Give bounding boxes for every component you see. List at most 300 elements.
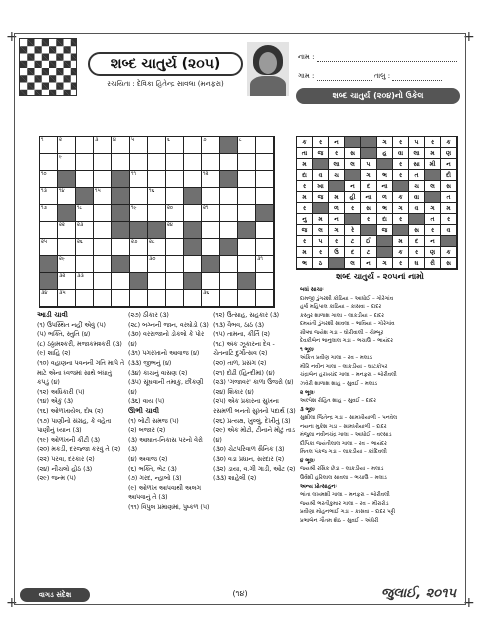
clue-item: (૨૬) પ્રત્યક્ષ, ખુલ્લું, દેખીતું (૩) xyxy=(213,417,291,425)
winners-group-heading: બધાં સાચાઃ xyxy=(300,287,324,293)
winners-group-heading: ૨ ભૂલઃ xyxy=(300,389,315,396)
clues-column-3 xyxy=(213,311,297,484)
clue-number: ૫ xyxy=(131,137,135,143)
village-label: ગામ : xyxy=(298,72,315,80)
grid-cell[interactable] xyxy=(184,137,202,154)
answer-cell: ક xyxy=(393,247,409,258)
clue-item: (૨૫) એક પ્રકારના સુખના રસમળી બનતો સુખનો પદાર્થ (૩) xyxy=(213,398,296,415)
grid-cell[interactable] xyxy=(256,188,274,205)
winner-entry: મિતલ પંકજ ગડા – લાકડીયા – કાંદિવલી xyxy=(300,449,387,456)
grid-cell[interactable] xyxy=(76,154,94,171)
answer-cell: ર xyxy=(297,203,313,214)
answer-cell: સા xyxy=(409,159,425,170)
grid-cell[interactable] xyxy=(202,205,220,222)
grid-cell[interactable] xyxy=(58,222,76,239)
grid-cell[interactable] xyxy=(58,290,76,307)
answer-cell: ગ xyxy=(329,225,345,236)
grid-cell[interactable] xyxy=(238,205,256,222)
answer-block xyxy=(345,137,361,148)
clue-number: ૬ xyxy=(167,137,170,143)
clue-item: (૨૩) 'ગજાવર' કાળા ઉજરો (૪) xyxy=(213,379,294,387)
answer-cell: સ xyxy=(361,203,377,214)
grid-cell[interactable] xyxy=(148,171,166,188)
answer-cell: ર xyxy=(345,203,361,214)
grid-cell[interactable] xyxy=(238,171,256,188)
answer-cell: ક xyxy=(393,192,409,203)
answer-cell: ક xyxy=(441,247,457,258)
village-field[interactable] xyxy=(298,72,442,81)
clue-number: ૭ xyxy=(203,137,207,143)
answer-block xyxy=(393,181,409,192)
clue-number: ૩૩ xyxy=(77,273,84,279)
clue-item: (૩૦) વડા પ્રધાન, સરદાર (૨) xyxy=(213,455,285,463)
clue-number: ૨ xyxy=(59,137,62,143)
grid-cell[interactable] xyxy=(256,256,274,273)
grid-cell[interactable] xyxy=(76,273,94,290)
clue-item: (૧૫) તામના, કીર્તિ (૨) xyxy=(213,331,270,339)
grid-cell[interactable] xyxy=(148,205,166,222)
clue-item: (૨૯) જન્મ (૫) xyxy=(37,475,76,483)
winners-list xyxy=(300,286,462,525)
grid-cell[interactable] xyxy=(184,154,202,171)
grid-cell[interactable] xyxy=(238,239,256,256)
answer-cell: ણ xyxy=(425,247,441,258)
grid-block xyxy=(184,222,202,239)
grid-cell[interactable] xyxy=(130,239,148,256)
clue-item: (૨૪) શિકાર (૪) xyxy=(213,388,254,396)
name-field[interactable] xyxy=(298,53,457,62)
grid-cell[interactable] xyxy=(220,188,238,205)
answer-cell: ર xyxy=(361,214,377,225)
grid-cell[interactable] xyxy=(94,154,112,171)
grid-cell[interactable] xyxy=(130,188,148,205)
answer-cell: વા xyxy=(409,192,425,203)
answer-cell: મી xyxy=(425,159,441,170)
grid-cell[interactable] xyxy=(76,222,94,239)
winner-entry: ભાંતા લખમશી ગાલા – મનફરા – બોરીવલી xyxy=(300,492,390,499)
answer-cell: મ xyxy=(393,236,409,247)
grid-cell[interactable] xyxy=(40,222,58,239)
clue-item: (૨૧) દોઢી (હિન્દીમાં) (૪) xyxy=(213,369,275,377)
clue-item: (૩૦) ચેટપરિવાળ સૈનિક (૩) xyxy=(213,446,285,454)
answer-title: શબ્દ ચાતુર્ય (૨૦૪)નો ઉકેલ xyxy=(296,88,460,104)
clue-number: ૧૫ xyxy=(95,188,101,194)
winner-entry: કસ્તુર શાળાશ ગાલા – લાકડીયા – દાદર xyxy=(300,312,384,319)
grid-cell[interactable] xyxy=(94,171,112,188)
registration-mark-bottom-right: + xyxy=(463,595,475,611)
grid-cell[interactable] xyxy=(130,171,148,188)
grid-block xyxy=(184,273,202,290)
clue-number: ૧૪ xyxy=(59,188,65,194)
grid-block xyxy=(112,205,130,222)
grid-cell[interactable] xyxy=(166,205,184,222)
answer-cell: ના xyxy=(377,181,393,192)
clue-item: (૨) બજાર (૨) xyxy=(128,427,166,435)
clue-item: (૧૬) ઓળખાયેલ, દોષ (૨) xyxy=(37,407,104,415)
grid-cell[interactable] xyxy=(202,188,220,205)
page-number: (૧૪) xyxy=(232,589,248,598)
answer-cell: ર xyxy=(313,137,329,148)
answer-cell: રે xyxy=(345,225,361,236)
grid-cell[interactable] xyxy=(202,137,220,154)
clue-item: (૧૦) વહાણના પવનની ગતિ માપે તે માટે એના ધ્વજમાં સાથે બંધાતું કપડું (૪) xyxy=(37,359,125,387)
grid-cell[interactable] xyxy=(166,171,184,188)
clue-number: ૩૦ xyxy=(149,256,156,262)
winner-entry: સુશીલા જિતેન્દ્ર ગડા – સામખીયાળી – પનવેલ xyxy=(300,415,398,422)
grid-cell[interactable] xyxy=(94,290,112,307)
grid-cell[interactable] xyxy=(76,205,94,222)
answer-cell: ર xyxy=(441,214,457,225)
grid-block xyxy=(238,222,256,239)
grid-cell[interactable] xyxy=(184,290,202,307)
registration-mark-bottom-left: + xyxy=(6,595,18,611)
winner-entry: નયના મુકેશ ગડા – સામખીયાળી – દાદર xyxy=(300,423,387,430)
grid-block xyxy=(58,171,76,188)
answer-cell: લા xyxy=(409,148,425,159)
clue-item: (૧૩) વૈભવ, ઠાઠ (૩) xyxy=(213,321,265,329)
grid-cell[interactable] xyxy=(40,171,58,188)
answer-cell: પ xyxy=(361,159,377,170)
clue-item: (૩૩) શાહેલી (૨) xyxy=(213,475,257,483)
clue-number: ૧૮ xyxy=(77,205,83,211)
grid-cell[interactable] xyxy=(220,205,238,222)
clue-number: ૧૬ xyxy=(149,188,155,194)
grid-block xyxy=(112,188,130,205)
winner-entry: પ્રભાબેન ગૌતમ શેઠ – સુવઈ – અંધેરી xyxy=(300,517,379,524)
winner-entry: અંકિત પ્રવીણ ગાલા – રવ – મલાડ xyxy=(300,355,373,362)
clue-item: (૩૬) વાય (૫) xyxy=(128,398,165,406)
answer-grid xyxy=(296,136,458,270)
answer-cell: ણ xyxy=(441,148,457,159)
clue-item: (૯) શાહિ (૨) xyxy=(37,350,71,358)
grid-cell[interactable] xyxy=(148,154,166,171)
clue-number: ૩૫ xyxy=(59,290,66,296)
answer-cell: ર xyxy=(393,258,409,269)
grid-cell[interactable] xyxy=(58,256,76,273)
grid-cell[interactable] xyxy=(166,290,184,307)
answer-cell: વા xyxy=(393,148,409,159)
answer-cell: લા xyxy=(329,159,345,170)
clue-item: (૪) અવાજ (૨) xyxy=(128,455,168,463)
answer-cell: ત xyxy=(441,192,457,203)
answer-cell: લ xyxy=(345,258,361,269)
answer-cell: સ xyxy=(345,148,361,159)
answer-cell: ઈ xyxy=(361,236,377,247)
clue-number: ૨૨ xyxy=(59,222,65,228)
clue-number: ૧૧ xyxy=(131,171,136,177)
grid-cell[interactable] xyxy=(202,239,220,256)
grid-cell[interactable] xyxy=(58,239,76,256)
grid-cell[interactable] xyxy=(76,171,94,188)
grid-cell[interactable] xyxy=(220,290,238,307)
grid-cell[interactable] xyxy=(166,188,184,205)
winner-entry: દમયંતી ડુંગરશી સાવલા – ભાવિયા – ગોરેગાંવ xyxy=(300,321,395,328)
winner-entry: ઉર્વશી હરિલાલ સાવલા – ભચાઉ – મલાડ xyxy=(300,475,387,482)
grid-cell[interactable] xyxy=(256,222,274,239)
grid-cell[interactable] xyxy=(238,256,256,273)
clue-number: ૨૫ xyxy=(41,239,48,245)
grid-cell[interactable] xyxy=(58,273,76,290)
grid-cell[interactable] xyxy=(112,137,130,154)
clue-number: ૨૪ xyxy=(167,222,174,228)
answer-cell: ર xyxy=(297,181,313,192)
answer-cell: દા xyxy=(297,170,313,181)
answer-cell: ચ xyxy=(329,170,345,181)
clue-item: (૫) ભક્તિ, સ્તુતિ (૪) xyxy=(37,331,91,339)
clue-item: (૩૦) વરરાજાનો ડોકલો કે પોર (૪) xyxy=(128,331,205,348)
grid-block xyxy=(130,222,148,239)
clue-item: (૧૯) ઓળખની કીટી (૩) xyxy=(37,436,101,444)
answer-cell: ઘ xyxy=(409,258,425,269)
answer-cell: તા xyxy=(297,148,313,159)
grid-cell[interactable] xyxy=(148,273,166,290)
answer-block xyxy=(361,148,377,159)
grid-cell[interactable] xyxy=(40,205,58,222)
setter-credit: રચયિતા : દેવિકા હિતેન્દ્ર સાવલા (મનફરા) xyxy=(107,80,224,88)
answer-block xyxy=(425,170,441,181)
clue-item: (૨૪) નીચલો હોઠ (૩) xyxy=(37,465,93,473)
clue-item: (૧૧) વિપુલ પ્રમાણમાં, પુષ્કળ (૫) xyxy=(128,503,210,511)
answer-cell: ના xyxy=(361,192,377,203)
clue-item: (૨૨) પરવા, દરકાર (૨) xyxy=(37,455,95,463)
answer-block xyxy=(441,236,457,247)
grid-block xyxy=(238,273,256,290)
grid-cell[interactable] xyxy=(94,205,112,222)
grid-cell[interactable] xyxy=(112,290,130,307)
grid-cell[interactable] xyxy=(256,290,274,307)
grid-cell[interactable] xyxy=(58,137,76,154)
answer-cell: લ xyxy=(425,181,441,192)
answer-cell: ર xyxy=(393,159,409,170)
answer-cell: ત xyxy=(425,214,441,225)
grid-cell[interactable] xyxy=(148,188,166,205)
answer-cell: મ xyxy=(297,192,313,203)
grid-cell[interactable] xyxy=(184,171,202,188)
grid-cell[interactable] xyxy=(130,290,148,307)
answer-cell: ભ xyxy=(377,203,393,214)
answer-block xyxy=(377,159,393,170)
answer-block xyxy=(425,192,441,203)
clue-number: ૨૮ xyxy=(149,239,155,245)
issue-date: જુલાઈ, ૨૦૧૫ xyxy=(380,586,456,601)
grid-cell[interactable] xyxy=(40,290,58,307)
grid-cell[interactable] xyxy=(94,137,112,154)
clue-item: (૨૦) મકડી, દરજ્જા કરવું તે (૨) xyxy=(37,446,121,454)
grid-cell[interactable] xyxy=(130,137,148,154)
answer-cell: હ xyxy=(377,148,393,159)
answer-cell: દ xyxy=(409,236,425,247)
grid-cell[interactable] xyxy=(94,256,112,273)
grid-cell[interactable] xyxy=(166,273,184,290)
grid-cell[interactable] xyxy=(166,154,184,171)
grid-cell[interactable] xyxy=(184,256,202,273)
grid-cell[interactable] xyxy=(40,137,58,154)
winner-entry: મીરિ નવીન ગાલા – લાકડીયા – ઘાટકોપર xyxy=(300,363,388,370)
grid-cell[interactable] xyxy=(148,256,166,273)
grid-cell[interactable] xyxy=(130,205,148,222)
clue-item: (૮) ઠઠ્ઠામશ્કરી, મજાકમશ્કરી (૩) xyxy=(37,340,122,348)
clue-item: (૩૧) પગરખાનો આવાજ (૪) xyxy=(128,350,200,358)
winner-entry: ઝવેરી શાળાશ શાહ – સુવઈ – મલાડ xyxy=(300,381,378,388)
grid-cell[interactable] xyxy=(130,256,148,273)
across-heading: આડી ચાવી xyxy=(37,311,68,319)
grid-block xyxy=(220,171,238,188)
grid-cell[interactable] xyxy=(238,137,256,154)
answer-cell: ર xyxy=(393,170,409,181)
answer-cell: મ xyxy=(297,247,313,258)
answer-block xyxy=(345,170,361,181)
grid-cell[interactable] xyxy=(202,273,220,290)
clue-item: (૧૨) અધિકારી (૫) xyxy=(37,388,85,396)
clue-item: (૧૮) અંક ઝૂકારના દેવ - ચેતનાટિ દુર્ગોત્સવ (૨) xyxy=(213,340,275,358)
grid-cell[interactable] xyxy=(166,222,184,239)
answer-cell: દા xyxy=(377,214,393,225)
grid-cell[interactable] xyxy=(238,188,256,205)
grid-cell[interactable] xyxy=(94,222,112,239)
winner-entry: ચંદ્રાબેન હરખચંદ ગાલા – મનફરા – બોરીવલી xyxy=(300,372,397,379)
answer-cell: ર xyxy=(393,214,409,225)
winner-entry: જયશ્રી રસિક છેડા – લાકડીયા – મલાડ xyxy=(300,466,384,473)
crossword-grid xyxy=(39,136,275,308)
answer-cell: ગ xyxy=(361,170,377,181)
grid-cell[interactable] xyxy=(220,273,238,290)
answer-block xyxy=(329,181,345,192)
answer-cell: જ xyxy=(313,148,329,159)
grid-cell[interactable] xyxy=(76,290,94,307)
grid-cell[interactable] xyxy=(76,239,94,256)
clue-number: ૯ xyxy=(59,154,62,160)
grid-cell[interactable] xyxy=(148,239,166,256)
answer-cell: વ xyxy=(409,203,425,214)
clue-number: ૧ xyxy=(41,137,44,143)
answer-cell: દ xyxy=(361,181,377,192)
answer-cell: ર xyxy=(313,247,329,258)
grid-block xyxy=(220,137,238,154)
clue-number: ૧૨ xyxy=(203,171,209,177)
grid-cell[interactable] xyxy=(94,188,112,205)
answer-cell: રી xyxy=(425,258,441,269)
answer-cell: વ xyxy=(313,170,329,181)
answer-cell: ક xyxy=(297,137,313,148)
crossword-logo-icon xyxy=(19,38,77,96)
clue-item: (૨૯) એક મોટો, ટીનાને મોટું તાડ (૪) xyxy=(213,427,295,444)
grid-cell[interactable] xyxy=(40,154,58,171)
grid-cell[interactable] xyxy=(220,222,238,239)
clue-number: ૧૯ xyxy=(131,205,137,211)
winners-title: શબ્દ ચાતુર્ય - ૨૦૫નાં નામો xyxy=(336,272,424,281)
grid-cell[interactable] xyxy=(202,222,220,239)
footer xyxy=(14,585,466,605)
grid-cell[interactable] xyxy=(40,188,58,205)
answer-cell: ર xyxy=(329,148,345,159)
answer-cell: ત xyxy=(409,170,425,181)
answer-cell: ર xyxy=(297,236,313,247)
grid-cell[interactable] xyxy=(58,188,76,205)
grid-cell[interactable] xyxy=(94,273,112,290)
grid-cell[interactable] xyxy=(40,239,58,256)
grid-cell[interactable] xyxy=(220,154,238,171)
answer-cell: ટ xyxy=(361,247,377,258)
page-title: શબ્દ ચાતુર્ય (૨૦૫) xyxy=(88,52,243,76)
answer-block xyxy=(345,214,361,225)
grid-cell[interactable] xyxy=(148,137,166,154)
answer-cell: જ xyxy=(297,225,313,236)
grid-cell[interactable] xyxy=(256,239,274,256)
grid-cell[interactable] xyxy=(112,273,130,290)
grid-block xyxy=(40,256,58,273)
answer-cell: પ xyxy=(409,137,425,148)
clue-item: (૨૦) તાળ, પ્રસંગ (૨) xyxy=(213,359,267,367)
grid-cell[interactable] xyxy=(184,205,202,222)
answer-cell: જ xyxy=(313,192,329,203)
answer-cell: ર xyxy=(329,236,345,247)
answer-cell: ર xyxy=(409,247,425,258)
grid-cell[interactable] xyxy=(76,256,94,273)
grid-cell[interactable] xyxy=(76,137,94,154)
answer-cell: પ xyxy=(313,236,329,247)
answer-cell: ળ xyxy=(329,203,345,214)
grid-block xyxy=(76,188,94,205)
grid-block xyxy=(184,188,202,205)
clue-number: ૧૩ xyxy=(41,188,47,194)
winner-entry: હર્ષા મહિપાલ કાઠિયા – કાસવા – દાદર xyxy=(300,304,382,311)
grid-block xyxy=(112,171,130,188)
answer-cell: નુ xyxy=(297,214,313,225)
grid-cell[interactable] xyxy=(166,256,184,273)
grid-cell[interactable] xyxy=(202,171,220,188)
grid-cell[interactable] xyxy=(256,137,274,154)
answer-cell: ળ xyxy=(377,192,393,203)
clue-item: (૧૪) એકું (૩) xyxy=(37,398,74,406)
answer-block xyxy=(377,236,393,247)
answer-cell: ર xyxy=(393,137,409,148)
grid-cell[interactable] xyxy=(256,273,274,290)
clue-item: (૨૮) બગ્નની જાન, વરઘોડો (૩) xyxy=(128,321,209,329)
grid-cell[interactable] xyxy=(202,154,220,171)
clue-number: ૩૧ xyxy=(257,256,263,262)
grid-cell[interactable] xyxy=(112,154,130,171)
grid-cell[interactable] xyxy=(58,154,76,171)
clue-number: ૨૯ xyxy=(59,256,65,262)
answer-cell: ગ xyxy=(377,137,393,148)
answer-cell: હી xyxy=(345,192,361,203)
grid-cell[interactable] xyxy=(238,154,256,171)
answer-cell: ન xyxy=(425,236,441,247)
clue-number: ૩૪ xyxy=(41,290,48,296)
grid-cell[interactable] xyxy=(166,239,184,256)
magazine-name: વાગડ સંદેશ xyxy=(20,588,90,602)
grid-block xyxy=(130,273,148,290)
grid-cell[interactable] xyxy=(148,290,166,307)
grid-cell[interactable] xyxy=(256,154,274,171)
answer-cell: સ xyxy=(409,225,425,236)
grid-cell[interactable] xyxy=(220,256,238,273)
answer-cell: મ xyxy=(425,148,441,159)
winners-group-heading: અન્ય પ્રોત્સાહનઃ xyxy=(300,483,337,490)
answer-block xyxy=(313,159,329,170)
grid-cell[interactable] xyxy=(112,239,130,256)
answer-cell: ટ xyxy=(345,236,361,247)
grid-cell[interactable] xyxy=(256,171,274,188)
grid-cell[interactable] xyxy=(202,290,220,307)
winners-group-heading: ૩ ભૂલઃ xyxy=(300,406,316,413)
grid-cell[interactable] xyxy=(94,239,112,256)
answer-cell: ન xyxy=(441,159,457,170)
grid-cell[interactable] xyxy=(166,137,184,154)
grid-cell[interactable] xyxy=(130,154,148,171)
answer-cell: સ xyxy=(441,258,457,269)
grid-cell[interactable] xyxy=(238,290,256,307)
